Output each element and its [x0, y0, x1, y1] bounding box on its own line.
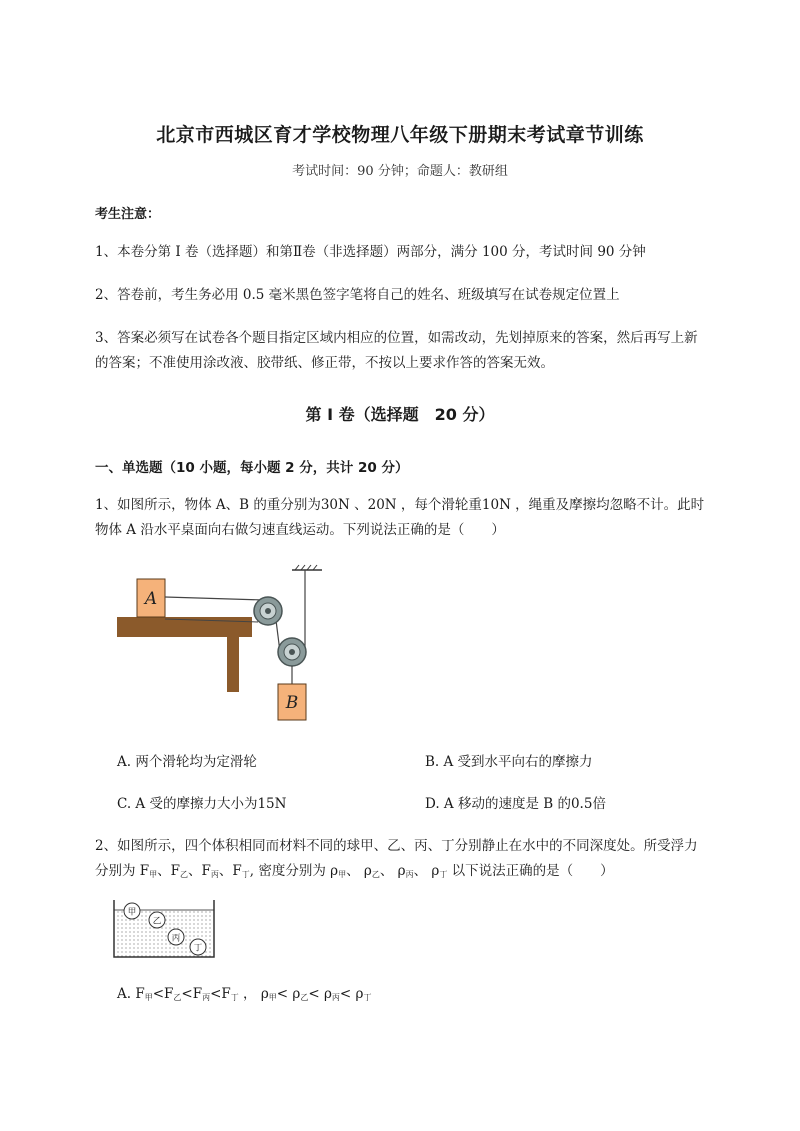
svg-text:丁: 丁: [193, 943, 203, 954]
q1-pulley-figure: [112, 562, 332, 732]
part-heading: 一、单选题（10 小题，每小题 2 分，共计 20 分）: [95, 460, 409, 476]
q1-option-c[interactable]: C. A 受的摩擦力大小为15N: [117, 796, 287, 812]
block-b-label: B: [285, 693, 299, 713]
notice-item-1: 1、本卷分第 I 卷（选择题）和第Ⅱ卷（非选择题）两部分，满分 100 分，考试时间 90 分钟: [95, 244, 646, 260]
q1-option-d[interactable]: D. A 移动的速度是 B 的0.5倍: [425, 796, 606, 812]
q1-option-a[interactable]: A. 两个滑轮均为定滑轮: [117, 754, 257, 770]
svg-text:乙: 乙: [152, 916, 162, 927]
table-leg: [227, 634, 239, 692]
notice-item-3-line-2: 的答案；不准使用涂改液、胶带纸、修正带，不按以上要求作答的答案无效。: [95, 355, 554, 371]
notice-item-2: 2、答卷前，考生务必用 0.5 毫米黑色签字笔将自己的姓名、班级填写在试卷规定位置上: [95, 287, 620, 303]
block-a-label: A: [144, 589, 158, 609]
q2-stem-line-2: 分别为 $F_甲$、$F_乙$、$F_丙$、$F_丁$, 密度分别为 $\rho_甲$、 $\rho_乙$、 $\rho_丙$、 $\rho_丁$ 以下说法正确的是（ ）: [95, 863, 614, 879]
q2-buoyancy-figure: [112, 898, 218, 960]
q2-stem-line-1: 2、如图所示，四个体积相同而材料不同的球甲、乙、丙、丁分别静止在水中的不同深度处。所受浮力: [95, 838, 698, 854]
svg-text:甲: 甲: [127, 907, 137, 918]
exam-title: 北京市西城区育才学校物理八年级下册期末考试章节训练: [156, 124, 644, 146]
section-title: 第 I 卷（选择题 20 分）: [305, 405, 495, 424]
notice-item-3-line-1: 3、答案必须写在试卷各个题目指定区域内相应的位置，如需改动，先划掉原来的答案，然后再写上新: [95, 330, 698, 346]
q1-option-b[interactable]: B. A 受到水平向右的摩擦力: [425, 754, 593, 770]
q2-option-a[interactable]: A. $F_甲<F_乙<F_丙<F_丁$ ， $\rho_甲< \rho_乙< \rho_丙< \rho_丁$: [117, 986, 372, 1002]
svg-text:丙: 丙: [171, 933, 181, 944]
q1-stem-line-1: 1、如图所示，物体 A、B 的重分别为30N 、20N ，每个滑轮重10N ，绳重及摩擦均忽略不计。此时: [95, 497, 705, 513]
exam-subtitle: 考试时间：90 分钟；命题人：教研组: [292, 164, 508, 179]
q1-stem-line-2: 物体 A 沿水平桌面向右做匀速直线运动。下列说法正确的是（ ）: [95, 522, 505, 538]
notice-heading: 考生注意：: [95, 207, 161, 222]
